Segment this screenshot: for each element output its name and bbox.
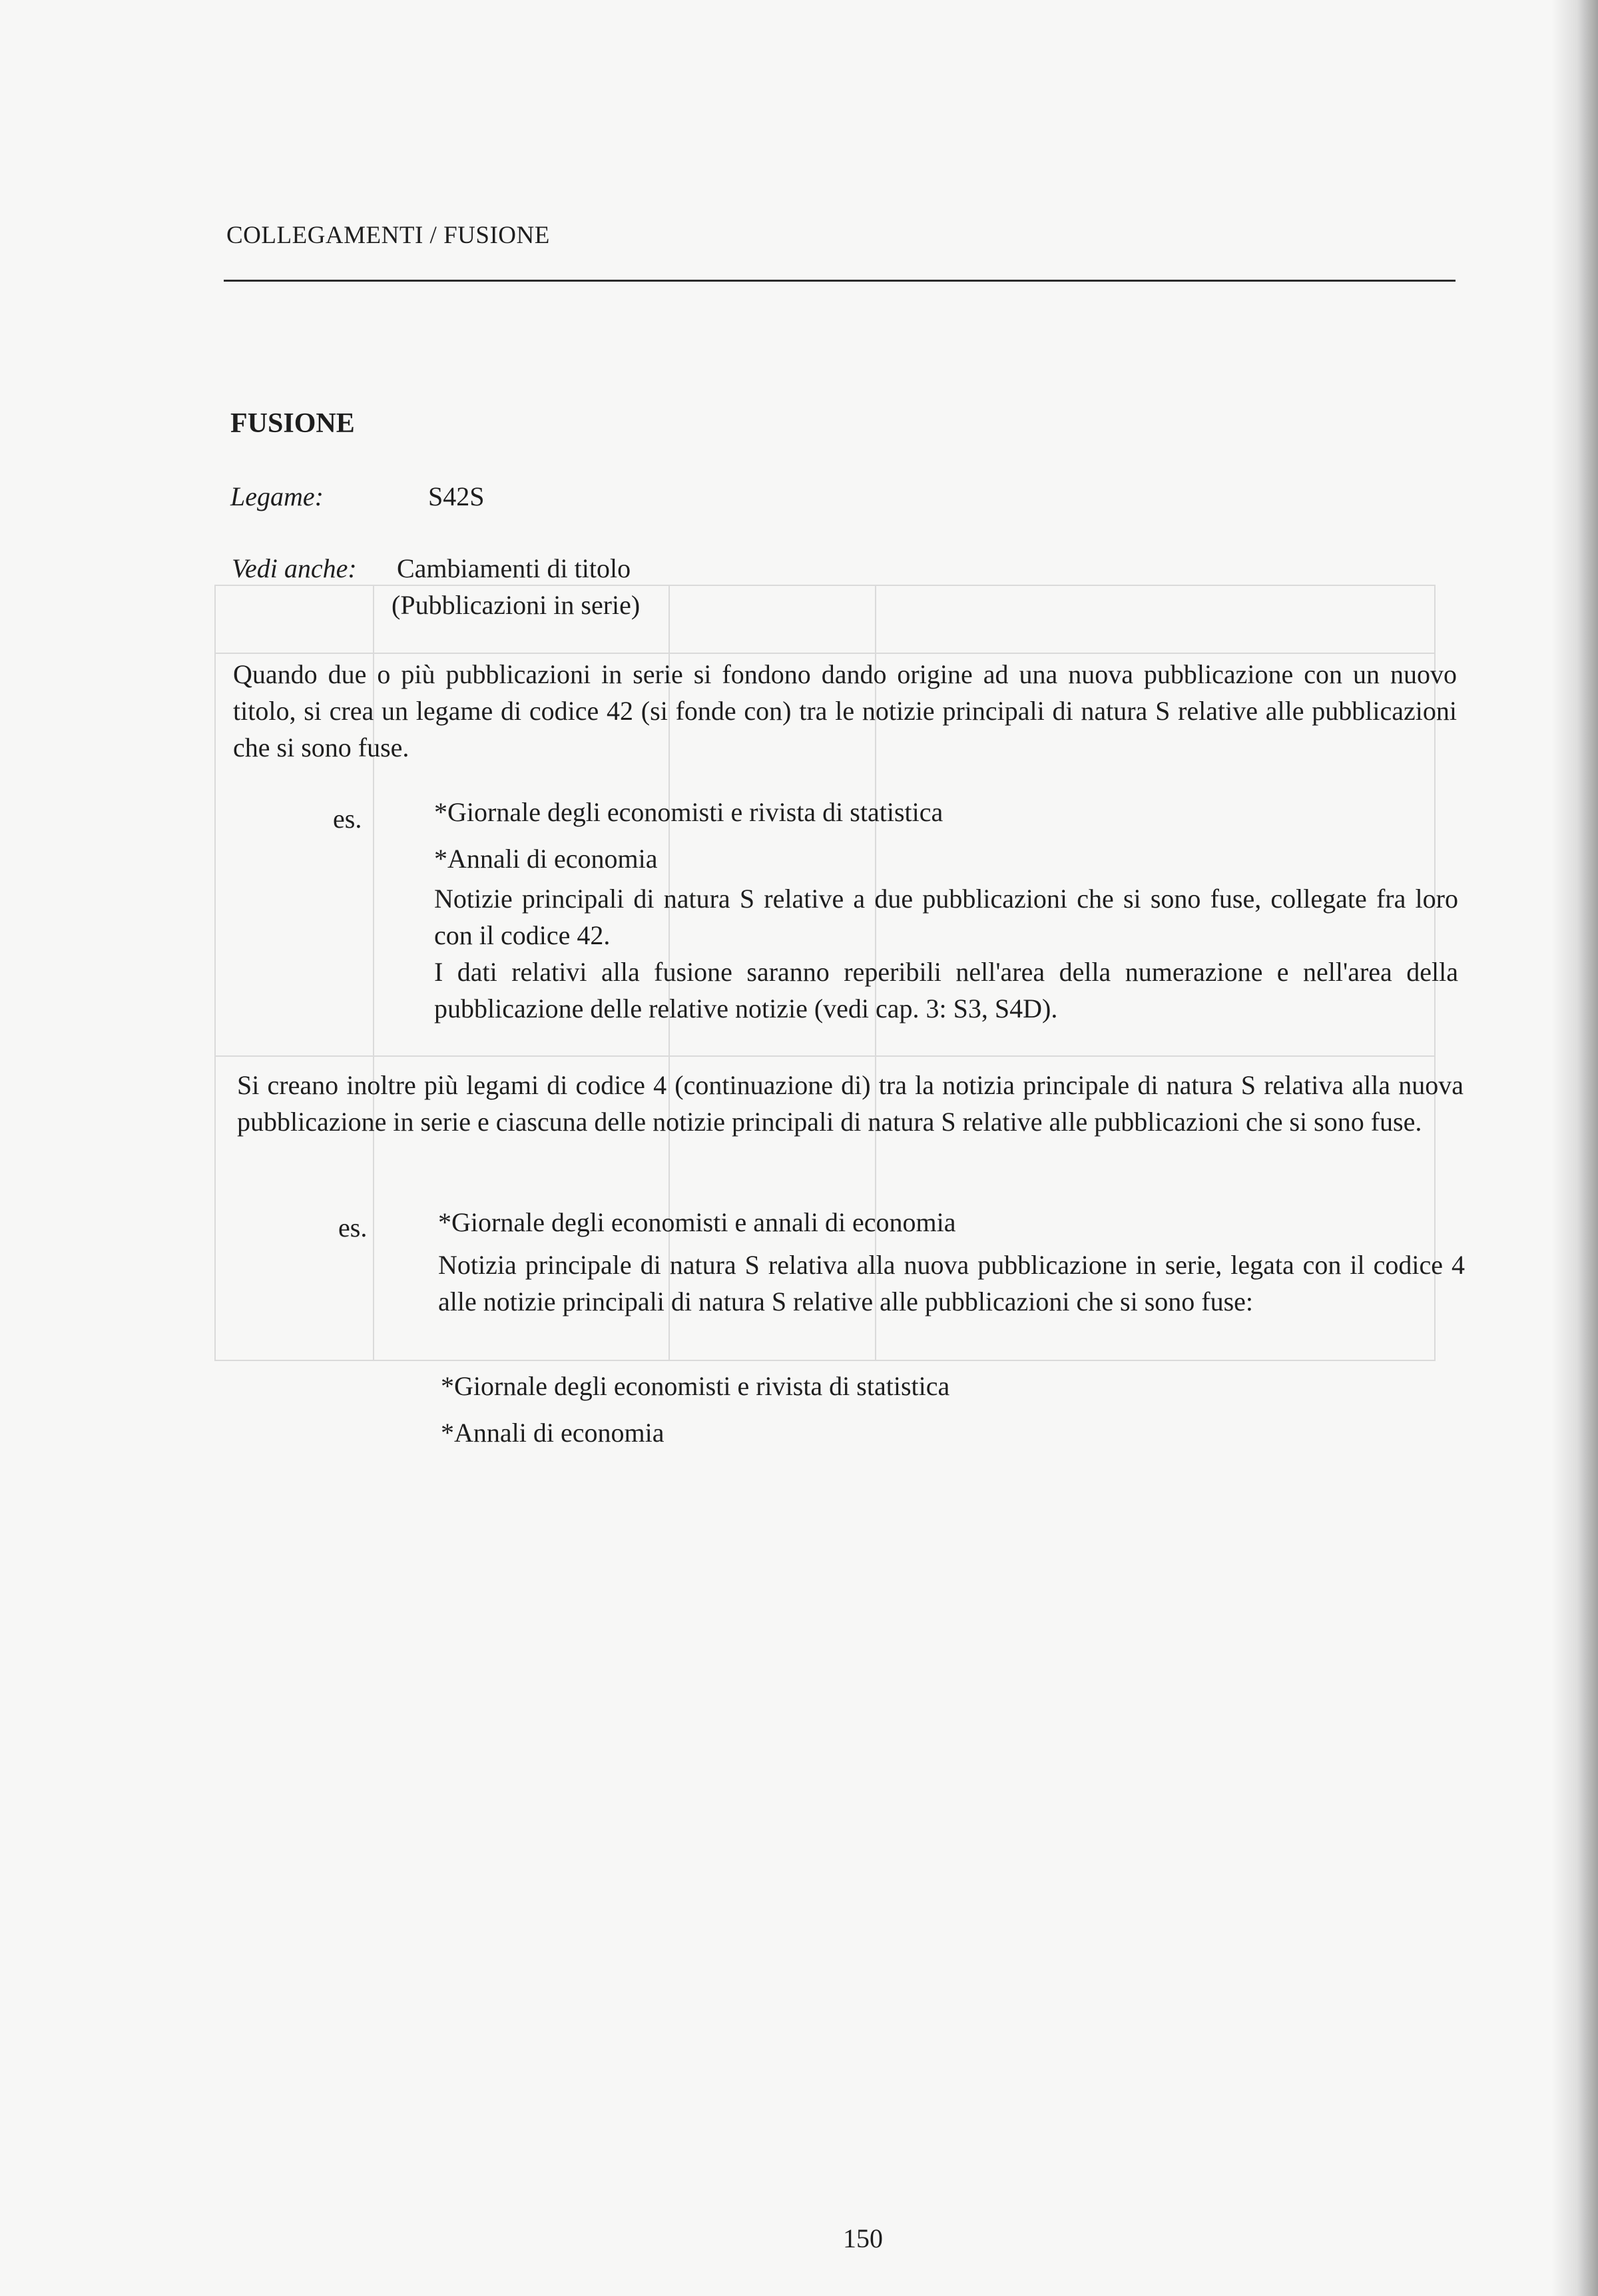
section-title: FUSIONE [230, 408, 355, 439]
paragraph-continuation-rule: Si creano inoltre più legami di codice 4 (continuazione di) tra la notizia principale di natura S relativa alla nuova pubblicazione in serie e ciascuna delle notizie principali di natura S relative alle pubblicazioni che si sono fuse. [237, 1070, 1464, 1137]
example2-marker: es. [338, 1213, 368, 1243]
vedi-anche-line1: Cambiamenti di titolo [397, 553, 631, 583]
legame-value: S42S [428, 481, 485, 511]
example2-note: Notizia principale di natura S relativa alla nuova pubblicazione in serie, legata con il codice 4 alle notizie principali di natura S relative alle pubblicazioni che si sono fuse: [438, 1250, 1465, 1316]
page-edge-shadow [1551, 0, 1598, 2296]
example2-item2: *Giornale degli economisti e rivista di statistica [441, 1371, 950, 1401]
vedi-anche-label: Vedi anche: [232, 553, 357, 583]
vedi-anche-line2: (Pubblicazioni in serie) [392, 590, 641, 620]
page-number: 150 [843, 2223, 883, 2253]
example1-note1: Notizie principali di natura S relative a due pubblicazioni che si sono fuse, collegate fra loro con il codice 42. [434, 884, 1458, 950]
header-rule [224, 280, 1456, 282]
example2-item3: *Annali di economia [441, 1418, 665, 1448]
paragraph-fusion-rule: Quando due o più pubblicazioni in serie si fondono dando origine ad una nuova pubblicazione con un nuovo titolo, si crea un legame di codice 42 (si fonde con) tra le notizie principali di natura S relative alle pubblicazioni che si sono fuse. [233, 659, 1457, 762]
example1-item1: *Giornale degli economisti e rivista di statistica [434, 797, 943, 827]
legame-label: Legame: [230, 481, 324, 511]
example1-note2: I dati relativi alla fusione saranno reperibili nell'area della numerazione e nell'area della pubblicazione delle relative notizie (vedi cap. 3: S3, S4D). [434, 957, 1458, 1023]
example1-item2: *Annali di economia [434, 844, 658, 874]
running-head: COLLEGAMENTI / FUSIONE [226, 222, 550, 249]
example2-item1: *Giornale degli economisti e annali di economia [438, 1207, 956, 1237]
example1-marker: es. [333, 804, 362, 834]
